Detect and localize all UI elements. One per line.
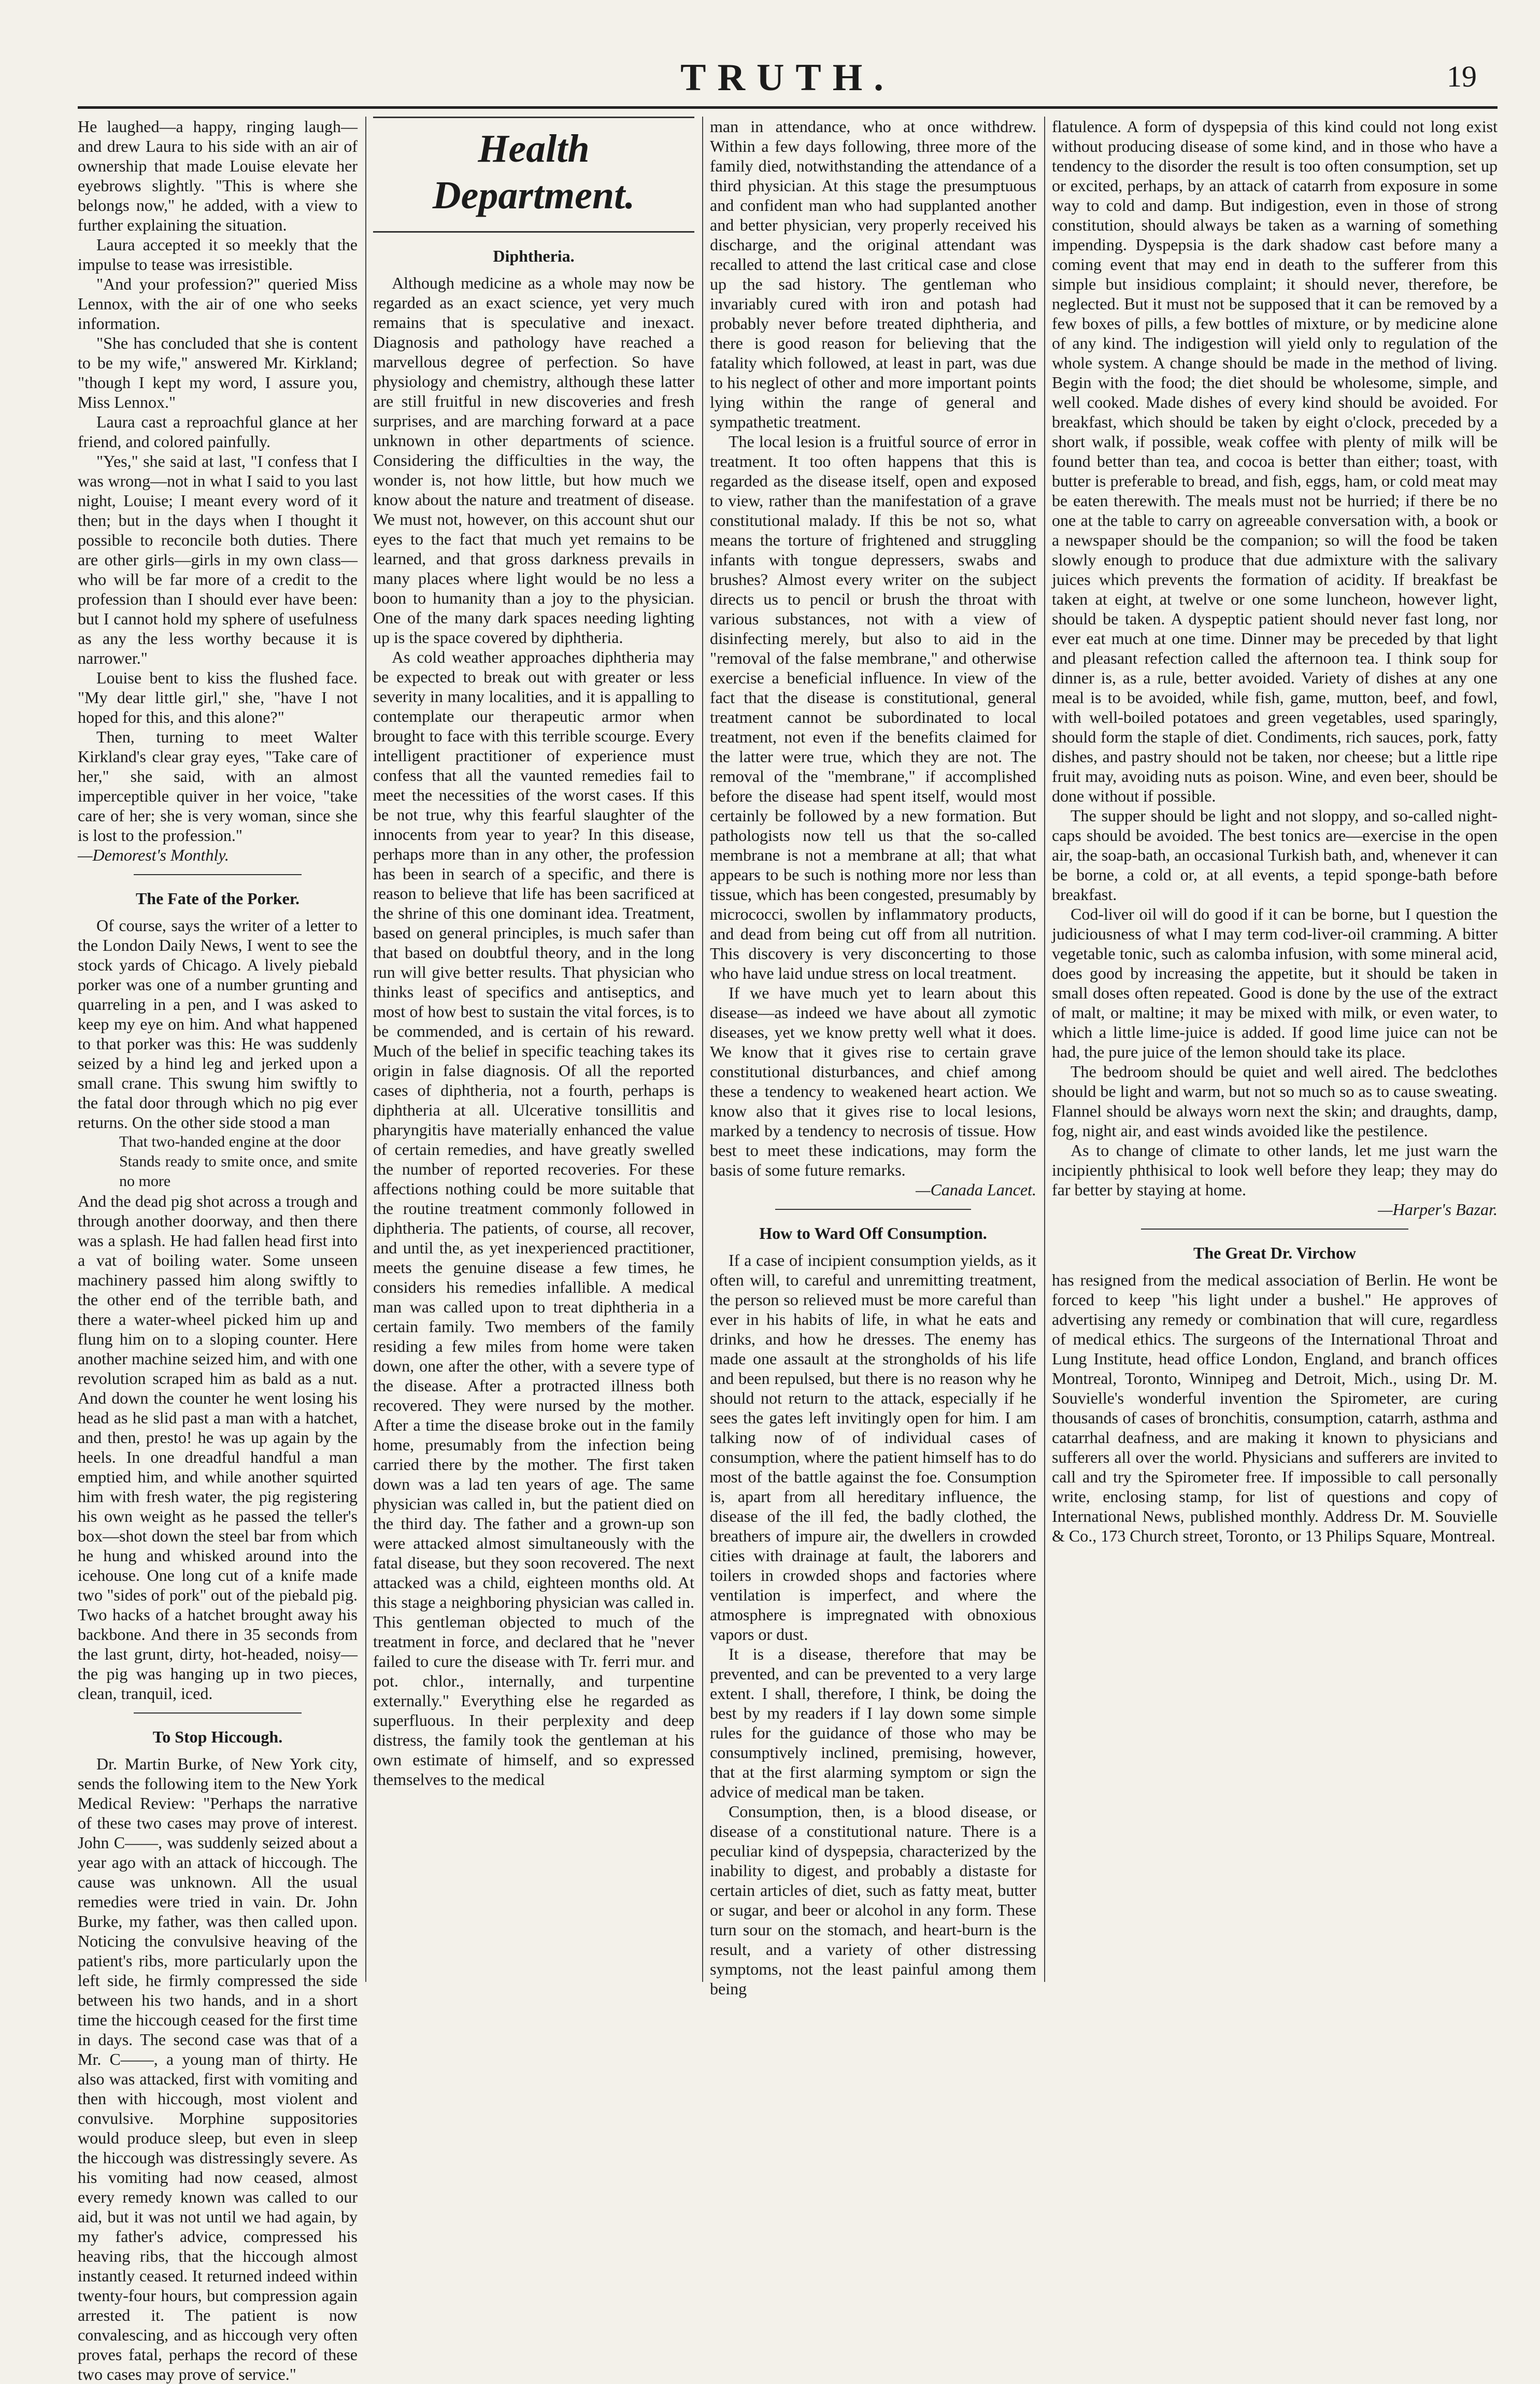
paragraph: If we have much yet to learn about this disease—as indeed we have about all zymotic diseases, yet we know pretty well what it does. We know that it gives rise to certain grave constitutional disturbances, and chief among these a tendency to weakened heart action. We know also that it gives rise to local lesions, marked by a tendency to necrosis of tissue. How best to meet these indications, may form the basis of some future remarks. — [710, 983, 1036, 1179]
paragraph: flatulence. A form of dyspepsia of this kind could not long exist without producing disease of some kind, and in those who have a tendency to the disorder the result is too often consumption, set up or excited, perhaps, by an attack of catarrh from exposure in some way to cold and damp. But indigestion, even in those of strong constitution, should always be taken as a warning of something impending. Dyspepsia is the dark shadow cast before many a coming event that may end in death to the sufferer from this simple but insidious complaint; it should never, therefore, be neglected. But it must not be supposed that it can be removed by a few boxes of pills, a few bottles of mixture, or by medicine alone of any kind. The indigestion will yield only to regulation of the whole system. A change should be made in the method of living. Begin with the food; the diet should be wholesome, simple, and well cooked. Made dishes of every kind should be avoided. For breakfast, which should be taken by eight o'clock, preceded by a short walk, if possible, weak coffee with plenty of milk will be found better than tea, and cocoa is better than either; toast, with butter is preferable to bread, and fish, eggs, ham, or cold meat may be eaten therewith. The meals must not be hurried; if there be no one at the table to carry on agreeable conversation with, a book or a newspaper should be the companion; so will the food be taken slowly enough to produce that due admixture with the salivary juices which prevents the formation of acidity. If breakfast be taken at eight, at twelve or one some luncheon, however light, should be taken. A dyspeptic patient should never fast long, nor ever eat much at one time. Dinner may be preceded by that light and pleasant refection called the afternoon tea. I think soup for dinner is, as a rule, better avoided. Variety of dishes at any one meal is to be avoided, while fish, game, mutton, beef, and fowl, with well-boiled potatoes and green vegetables, used sparingly, should form the staple of diet. Condiments, rich sauces, pork, fatty dishes, and pastry should not be taken, nor cheese; but a little ripe fruit may, avoiding nuts as poison. Wine, and even beer, should be done without if possible. — [1052, 117, 1498, 805]
paragraph: The supper should be light and not sloppy, and so-called night-caps should be avoided. The best tonics are—exercise in the open air, the soap-bath, an occasional Turkish bath, and, whenever it can be borne, a cold or, at all events, a tepid sponge-bath before breakfast. — [1052, 806, 1498, 904]
source-credit: —Canada Lancet. — [916, 1180, 1036, 1199]
paragraph: If a case of incipient consumption yields, as it often will, to careful and unremitting treatment, the person so relieved must be more careful than ever in his habits of life, in what he eats and drinks, and how he dresses. The enemy has made one assault at the strongholds of his life and been repulsed, but there is no reason why he should not return to the attack, especially if he sees the gates left invitingly open for him. I am talking now of of individual cases of consumption, where the patient himself has to do most of the battle against the foe. Consumption is, apart from all hereditary influence, the disease of the ill fed, the badly clothed, the breathers of impure air, the dwellers in crowded cities with drainage at fault, the laborers and toilers in crowded shops and factories where ventilation is imperfect, and where the atmosphere is impregnated with obnoxious vapors or dust. — [710, 1251, 1036, 1644]
article-heading-diphtheria: Diphtheria. — [493, 247, 575, 265]
article-heading-hiccough: To Stop Hiccough. — [152, 1728, 283, 1746]
paragraph: And the dead pig shot across a trough and through another doorway, and then there was a splash. He had fallen head first into a vat of boiling water. Some unseen machinery passed him along swiftly to the other end of the terrible bath, and there a water-wheel picked him up and flung him on to a sloping counter. Here another machine seized him, and with one revolution scraped him as bald as a nut. And down the counter he went losing his head as he slid past a man with a hatchet, and then, presto! he was up again by the heels. In one dreadful handful a man emptied him, and while another squirted him with fresh water, the pig registering his own weight as he passed the teller's box—shot down the steel bar from which he hung and whisked around into the icehouse. One long cut of a knife made two "sides of pork" out of the piebald pig. Two hacks of a hatchet brought away his backbone. And there in 35 seconds from the last grunt, dirty, hot-headed, noisy—the pig was hanging up in two pieces, clean, tranquil, iced. — [78, 1192, 358, 1703]
department-banner — [373, 117, 694, 233]
source-credit: —Demorest's Monthly. — [78, 846, 229, 864]
column-divider — [702, 117, 703, 1982]
column-2 — [373, 117, 694, 1982]
paragraph: Consumption, then, is a blood disease, or disease of a constitutional nature. There is a peculiar kind of dyspepsia, characterized by the inability to digest, and probably a distaste for certain articles of diet, such as fatty meat, butter or sugar, and beer or alcohol in any form. These turn sour on the stomach, and heart-burn is the result, and a variety of other distressing symptoms, not the least painful among them being — [710, 1802, 1036, 1998]
paragraph: The local lesion is a fruitful source of error in treatment. It too often happens that this is regarded as the disease itself, open and exposed to view, rather than the manifestation of a grave constitutional malady. If this be not so, what means the torture of frightened and struggling infants with tongue depressers, swabs and brushes? Almost every writer on the subject directs us to pencil or brush the throat with various substances, not with a view of disinfecting merely, but also to aid in the "removal of the false membrane," and otherwise exercise a beneficial influence. In view of the fact that the disease is constitutional, general treatment cannot be subordinated to local treatment, not even if the benefits claimed for the latter were true, which they are not. The removal of the "membrane," if accomplished before the disease had spent itself, would most certainly be followed by a new formation. But pathologists now tell us that the so-called membrane is not a membrane at all; that what appears to be such is nothing more nor less than tissue, which has been congested, presumably by micrococci, swollen by inflammatory products, and dead from being cut off from all nutrition. This discovery is very disconcerting to those who have laid undue stress on local treatment. — [710, 432, 1036, 982]
section-rule — [134, 874, 302, 875]
paragraph: It is a disease, therefore that may be prevented, and can be prevented to a very large extent. I shall, therefore, I think, be doing the best by my readers if I lay down some simple rules for the guidance of those who may be consumptively inclined, premising, however, that at the first alarming symptom or sign the advice of medical man be taken. — [710, 1645, 1036, 1801]
column-divider — [1044, 117, 1045, 1982]
column-1 — [78, 117, 358, 2383]
article-heading-consumption: How to Ward Off Consumption. — [759, 1224, 987, 1243]
source-credit: —Harper's Bazar. — [1378, 1200, 1498, 1219]
verse-quote: That two-handed engine at the door Stands ready to smite once, and smite no more — [119, 1133, 358, 1190]
paragraph: As cold weather approaches diphtheria may be expected to break out with greater or less severity in many localities, and it is appalling to contemplate our therapeutic armor when brought to face with this terrible scourge. Every intelligent practitioner of experience must confess that all the vaunted remedies fail to meet the necessities of the worst cases. If this be not true, why this fearful slaughter of the innocents from year to year? In this disease, perhaps more than in any other, the profession has been in search of a specific, and there is reason to believe that life has been sacrificed at the shrine of this one dominant idea. Treatment, based on general principles, is much safer than that based on doubtful theory, and in the long run will give better results. That physician who thinks least of specifics and antiseptics, and most of how best to sustain the vital forces, is to be commended, and is certain of his reward. Much of the belief in specific teaching takes its origin in false diagnosis. Of all the reported cases of diphtheria, not a fourth, perhaps is diphtheria at all. Ulcerative tonsillitis and pharyngitis have materially enhanced the value of certain remedies, and have greatly swelled the number of reported recoveries. For these affections nothing could be more suitable that the routine treatment commonly followed in diphtheria. The patients, of course, all recover, and until the, as yet inexperienced practitioner, meets the genuine disease a few times, he considers his remedies infallible. A medical man was called upon to treat diphtheria in a certain family. Two members of the family residing a few miles from home were taken down, one after the other, with a severe type of the disease. After a protracted illness both recovered. They were nursed by the mother. After a time the disease broke out in the family home, presumably from the infection being carried there by the mother. The first taken down was a lad ten years of age. The same physician was called in, but the patient died on the third day. The father and a grown-up son were attacked almost simultaneously with the fatal disease, but they soon recovered. The next attacked was a child, eighteen months old. At this stage a neighboring physician was called in. This gentleman objected to much of the treatment in force, and declared that he "never failed to cure the disease with Tr. ferri mur. and pot. chlor., internally, and turpentine externally." Everything else he regarded as superfluous. In their perplexity and deep distress, the family took the gentleman at his own estimate of himself, and so expressed themselves to the medical — [373, 648, 694, 1789]
column-divider — [365, 117, 366, 1982]
masthead — [78, 52, 1498, 109]
paragraph: Although medicine as a whole may now be regarded as an exact science, yet very much remains that is speculative and inexact. Diagnosis and pathology have reached a marvellous degree of perfection. So have physiology and chemistry, although these latter are still fruitful in new discoveries and fresh surprises, and are marching forward at a pace unknown in other departments of science. Considering the difficulties in the way, the wonder is, not how little, but how much we know about the nature and treatment of disease. We must not, however, on this account shut our eyes to the fact that much yet remains to be learned, and that gross darkness prevails in many places where light would be no less a boon to humanity than a joy to the physician. One of the many dark spaces needing lighting up is the space covered by diphtheria. — [373, 274, 694, 647]
paragraph: Of course, says the writer of a letter to the London Daily News, I went to see the stock yards of Chicago. A lively piebald porker was one of a number grunting and quarreling in a pen, and I was asked to keep my eye on him. And what happened to that porker was this: He was suddenly seized by a hind leg and jerked upon a small crane. This swung him swiftly to the fatal door through which no pig ever returns. On the other side stood a man — [78, 916, 358, 1132]
section-rule — [775, 1209, 971, 1210]
paragraph: "And your profession?" queried Miss Lennox, with the air of one who seeks information. — [78, 275, 358, 333]
column-3 — [710, 117, 1036, 1998]
paragraph: Laura accepted it so meekly that the impulse to tease was irresistible. — [78, 235, 358, 274]
masthead-rule — [78, 106, 1498, 109]
paragraph: Dr. Martin Burke, of New York city, sends the following item to the New York Medical Review: "Perhaps the narrative of these two cases may prove of interest. John C——, was suddenly seized about a year ago with an attack of hiccough. The cause was unknown. All the usual remedies were tried in vain. Dr. John Burke, my father, was then called upon. Noticing the convulsive heaving of the patient's ribs, more particularly upon the left side, he firmly compressed the side between his two hands, and in a short time the hiccough ceased for the first time in days. The second case was that of a Mr. C——, a young man of thirty. He also was attacked, first with vomiting and then with hiccough, most violent and convulsive. Morphine suppositories would produce sleep, but even in sleep the hiccough was distressingly severe. As his vomiting had now ceased, almost every remedy known was called to our aid, but it was not until we had again, by my father's advice, compressed his heaving ribs, that the hiccough almost instantly ceased. It returned indeed within twenty-four hours, but compression again arrested it. The patient is now convalescing, and as hiccough very often proves fatal, perhaps the record of these two cases may prove of service." — [78, 1754, 358, 2383]
column-4 — [1052, 117, 1498, 1982]
section-rule — [1141, 1229, 1408, 1230]
article-heading-virchow: The Great Dr. Virchow — [1193, 1244, 1357, 1262]
section-rule — [134, 1712, 302, 1714]
paragraph: As to change of climate to other lands, let me just warn the incipiently phthisical to look well before they leap; they may do far better by staying at home. — [1052, 1141, 1498, 1199]
paragraph: "Yes," she said at last, "I confess that I was wrong—not in what I said to you last night, Louise; I meant every word of it then; but in the days when I thought it possible to reconcile both duties. There are other girls—girls in my own class—who will be far more of a credit to the profession than I should ever have been: but I cannot hold my sphere of usefulness as any the less worthy because it is narrower." — [78, 452, 358, 667]
paragraph: has resigned from the medical association of Berlin. He wont be forced to keep "his light under a bushel." He approves of advertising any remedy or combination that will cure, regardless of medical ethics. The surgeons of the International Throat and Lung Institute, head office London, England, and branch offices Montreal, Toronto, Winnipeg and Detroit, Mich., using Dr. M. Souvielle's wonderful invention the Spirometer, are curing thousands of cases of bronchitis, consumption, catarrh, asthma and catarrhal deafness, and are making it known to physicians and sufferers all over the world. Physicians and sufferers are invited to call and try the Spirometer free. If impossible to call personally write, enclosing stamp, for list of questions and copy of International News, published monthly. Address Dr. M. Souvielle & Co., 173 Church street, Toronto, or 13 Philips Square, Montreal. — [1052, 1270, 1498, 1545]
story-continuation — [78, 117, 358, 865]
paragraph: He laughed—a happy, ringing laugh—and drew Laura to his side with an air of ownership that made Louise elevate her eyebrows slightly. "This is where she belongs now," he added, with a view to further explaining the situation. — [78, 117, 358, 234]
article-heading-porker: The Fate of the Porker. — [135, 889, 300, 908]
paragraph: man in attendance, who at once withdrew. Within a few days following, three more of the family died, notwithstanding the attendance of a third physician. At this stage the presumptuous and confident man who had supplanted another and better physician, very properly received his discharge, and the original attendant was recalled to attend the last critical case and close up the sad history. The gentleman who invariably cured with iron and potash had probably never before treated diphtheria, and there is good reason for believing that the fatality which followed, at least in part, was due to his neglect of other and more important points lying within the range of general and sympathetic treatment. — [710, 117, 1036, 431]
newspaper-title: TRUTH. — [680, 56, 895, 99]
paragraph: Laura cast a reproachful glance at her friend, and colored painfully. — [78, 412, 358, 451]
paragraph: Cod-liver oil will do good if it can be borne, but I question the judiciousness of what I may term cod-liver-oil cramming. A bitter vegetable tonic, such as calomba infusion, with some mineral acid, does good by increasing the appetite, but it should be taken in small doses often repeated. Good is done by the use of the extract of malt, or maltine; it may be mixed with milk, or even water, to which a little lime-juice is added. If good lime juice can not be had, the pure juice of the lemon should take its place. — [1052, 905, 1498, 1061]
paragraph: The bedroom should be quiet and well aired. The bedclothes should be light and warm, but not so much so as to cause sweating. Flannel should be always worn next the skin; and draughts, damp, fog, night air, and east winds avoided like the pestilence. — [1052, 1062, 1498, 1140]
paragraph: Then, turning to meet Walter Kirkland's clear gray eyes, "Take care of her," she said, with an almost imperceptible quiver in her voice, "take care of her; she is very woman, since she is lost to the profession." — [78, 727, 358, 845]
paragraph: Louise bent to kiss the flushed face. "My dear little girl," she, "have I not hoped for this, and this alone?" — [78, 668, 358, 726]
department-title: Health Department. — [432, 127, 635, 217]
paragraph: "She has concluded that she is content to be my wife," answered Mr. Kirkland; "though I kept my word, I assure you, Miss Lennox." — [78, 334, 358, 411]
page-number: 19 — [1447, 60, 1477, 93]
